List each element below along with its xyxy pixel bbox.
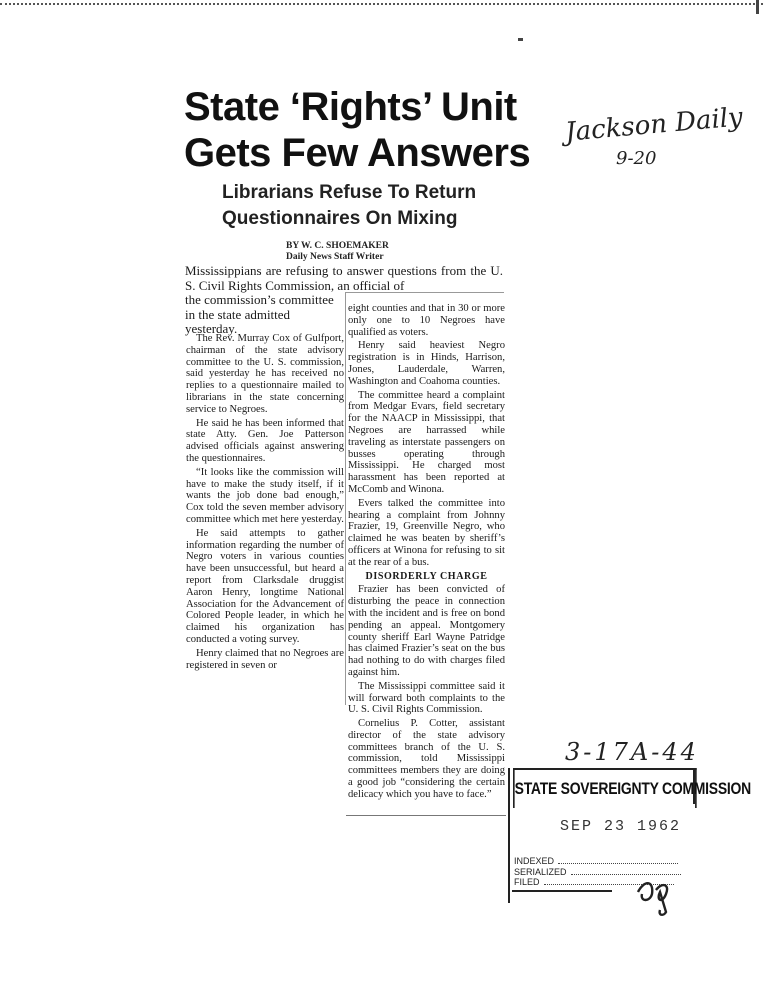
initials-signature-icon [632,872,682,918]
page-top-dotted-border [0,3,763,5]
paragraph: Henry said heaviest Negro registration is in Hinds, Harrison, Jones, Lauderdale, Warren, Washington and Coahoma counties. [348,340,505,387]
column-rule [346,292,504,293]
subhead-line-2: Questionnaires On Mixing [222,208,458,229]
article-byline [286,241,426,263]
stamp-field-indexed [514,856,681,867]
byline-title: Daily News Staff Writer [286,252,384,262]
handwritten-paper-name: Jackson Daily [564,102,744,148]
column-separator [345,292,346,705]
stamp-field-label: SERIALIZED [514,866,567,877]
clipping-bottom-edge [346,815,506,816]
paragraph: The Mississippi committee said it will forward both complaints to the U. S. Civil Rights Commission. [348,680,505,716]
stamp-date: SEP 23 1962 [560,818,682,835]
subhead-line-1: Librarians Refuse To Return [222,182,477,203]
stamp-underline [512,890,612,892]
headline-line-2: Gets Few Answers [184,131,531,175]
scan-mark [518,38,523,41]
stamp-title: STATE SOVEREIGNTY COMMISSION [513,768,697,808]
handwritten-date: 9-20 [616,148,657,169]
article-headline [184,84,531,176]
left-column [186,333,344,673]
paragraph: He said attempts to gather information regarding the number of Negro voters in various counties have been unsuccessful, but heard a report from Clarksdale druggist Aaron Henry, longtime National Association for the Advancement of Colored People leader, in which he claimed his organization has conducted a voting survey. [186,527,344,645]
lead-paragraph: Mississippians are refusing to answer questions from the U. S. Civil Rights Commission, an official of [185,263,503,293]
handwritten-initials [632,872,682,926]
paragraph: Henry claimed that no Negroes are registered in seven or [186,647,344,671]
section-subhead: DISORDERLY CHARGE [365,570,488,582]
lead-paragraph-continued: the commission’s committee in the state admitted yesterday. [185,292,334,336]
scan-mark-right [756,0,759,14]
paragraph: He said he has been informed that state Atty. Gen. Joe Patterson advised officials against answering the questionnaires. [186,417,344,464]
paragraph: The Rev. Murray Cox of Gulfport, chairman of the state advisory committee to the U. S. commission, said yesterday he has received no replies to a questionnaire mailed to librarians in the state concerning service to Negroes. [186,333,344,415]
headline-line-1: State ‘Rights’ Unit [184,85,517,129]
article-subhead [222,180,492,232]
paragraph: The committee heard a complaint from Medgar Evars, field secretary for the NAACP in Mississippi, that Negroes are harrassed while traveling as interstate passengers on busses operating through Mississippi. He charged most harassment has been reported at McComb and Winona. [348,389,505,495]
stamp-field-label: FILED [514,877,540,887]
handwritten-file-number: 3-17A-44 [565,738,699,766]
paragraph: Cornelius P. Cotter, assistant director of the state advisory committees branch of the U. S. commission, told Mississippi committees members they are doing a good job “considering the certain delicacy which you have to face.” [348,718,505,800]
right-column [348,303,505,803]
paragraph: “It looks like the commission will have to make the study itself, if it wants the job done bad enough,” Cox told the seven member advisory committee which met here yesterday. [186,466,344,525]
stamp-field-label: INDEXED [514,856,555,866]
stamp-border-left [508,768,510,903]
byline-author: BY W. C. SHOEMAKER [286,241,389,251]
paragraph: Frazier has been convicted of disturbing the peace in connection with the incident and is free on bond pending an appeal. Montgomery county sheriff Earl Wayne Patridge has claimed Frazier’s seat on the bus had nothing to do with charges filed against him. [348,584,505,678]
paragraph: Evers talked the committee into hearing a complaint from Johnny Frazier, 19, Greenville Negro, who claimed he was beaten by sheriff’s officers at Winona for refusing to sit at the rear of a bus. [348,497,505,568]
paragraph: eight counties and that in 30 or more only one to 10 Negroes have qualified as voters. [348,303,505,338]
